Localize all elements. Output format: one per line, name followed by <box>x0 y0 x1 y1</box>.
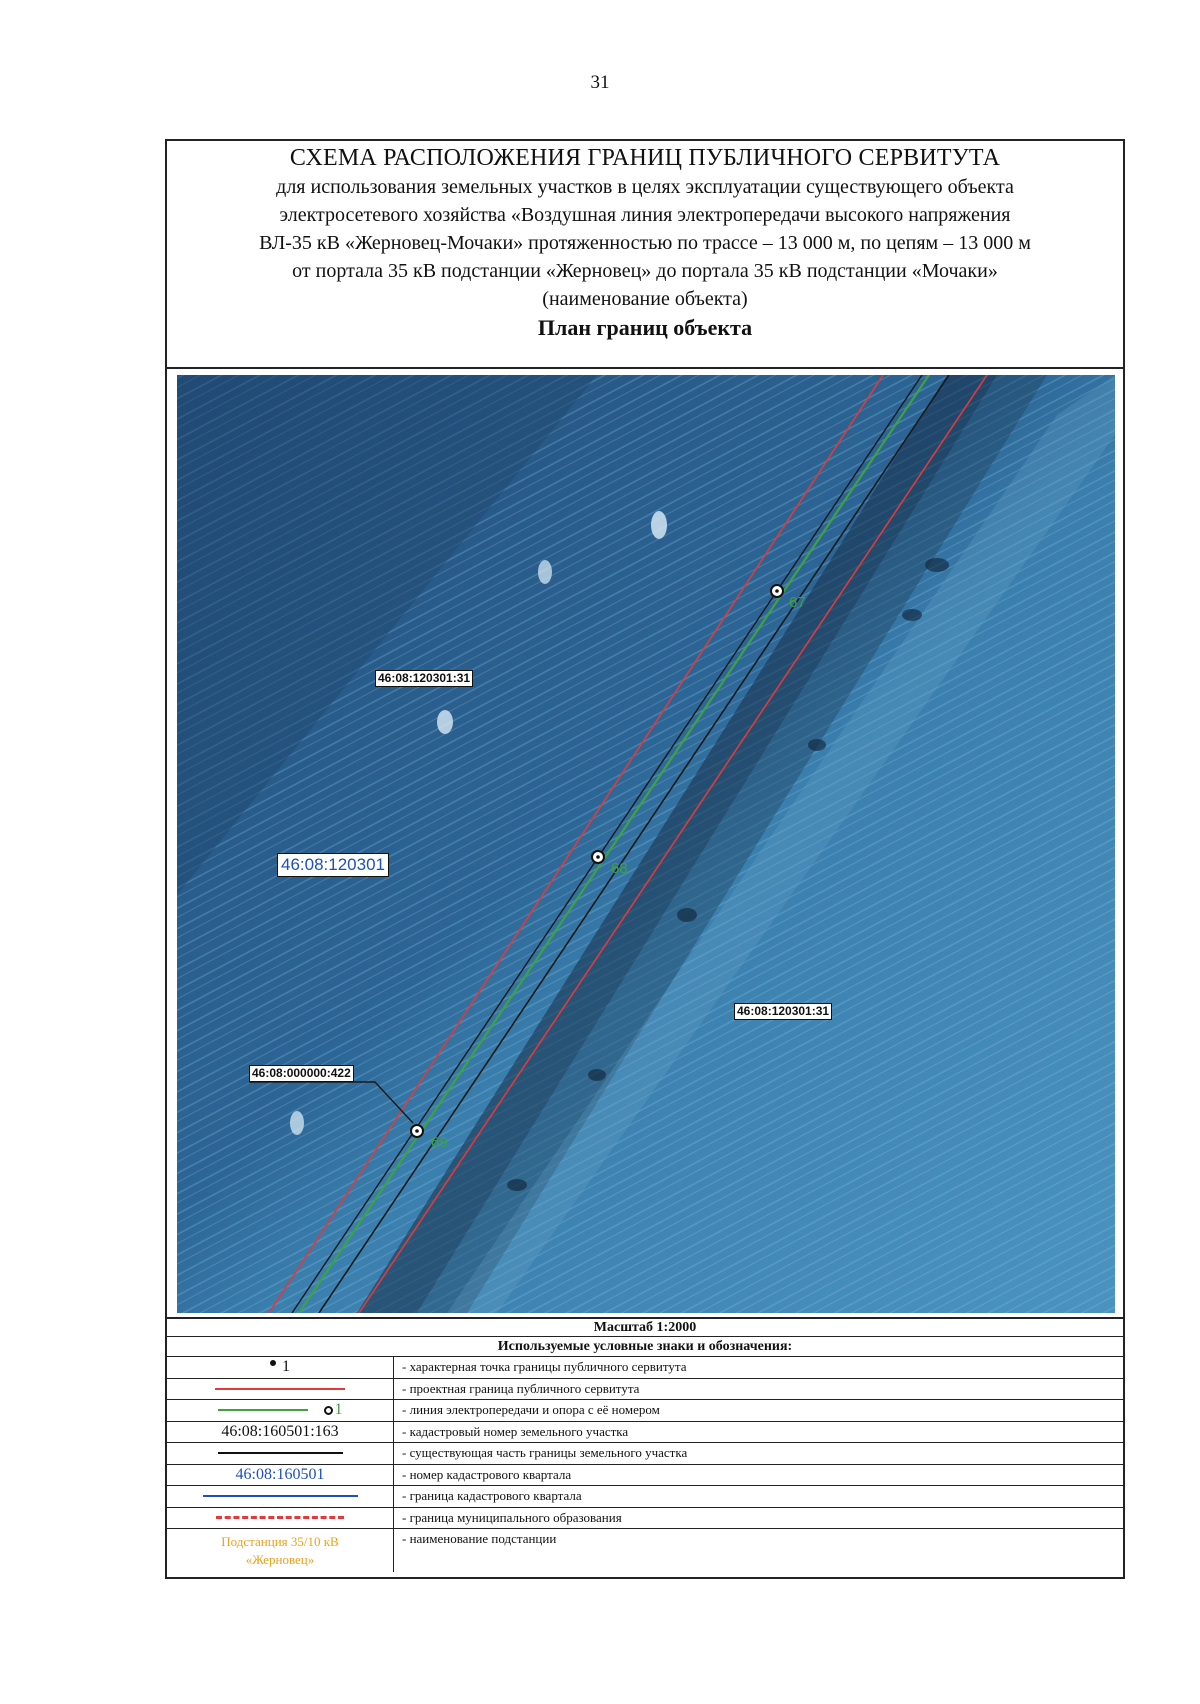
legend-title: Используемые условные знаки и обозначения: <box>167 1337 1123 1357</box>
legend-row <box>167 1486 1123 1508</box>
light-patch <box>437 710 453 734</box>
aerial-map[interactable] <box>177 375 1115 1313</box>
legend-symbol-text: 1 <box>282 1358 290 1376</box>
legend-symbol <box>167 1443 394 1464</box>
legend-description: - существующая часть границы земельного участка <box>402 1445 688 1460</box>
document-frame <box>165 139 1125 1579</box>
red-dashed-line-icon <box>216 1516 344 1519</box>
support-number: 69 <box>431 1134 448 1151</box>
legend-symbol-text: 46:08:160501 <box>235 1465 325 1483</box>
object-name-caption: (наименование объекта) <box>542 288 748 310</box>
title-line-4: от портала 35 кВ подстанции «Жерновец» до портала 35 кВ подстанции «Мочаки» <box>292 260 998 282</box>
plan-title: План границ объекта <box>537 315 753 340</box>
legend-row <box>167 1465 1123 1487</box>
legend-symbol <box>167 1508 394 1529</box>
legend-row <box>167 1422 1123 1444</box>
legend-symbol <box>167 1379 394 1400</box>
legend-description: - кадастровый номер земельного участка <box>402 1423 629 1439</box>
support-marker[interactable] <box>592 851 604 863</box>
black-line-icon <box>218 1452 343 1454</box>
title-block <box>167 141 1123 369</box>
legend-symbol <box>167 1357 394 1378</box>
blue-line-icon <box>203 1495 358 1497</box>
legend-description: - линия электропередачи и опора с её номером <box>402 1402 660 1417</box>
red-line-icon <box>215 1388 345 1390</box>
legend-symbol <box>167 1400 394 1421</box>
light-patch <box>538 560 552 584</box>
legend-description: - характерная точка границы публичного сервитута <box>402 1359 687 1374</box>
support-number: 67 <box>789 594 806 611</box>
point-icon <box>270 1360 276 1366</box>
legend-description: - проектная граница публичного сервитута <box>402 1380 640 1396</box>
scale-label: Масштаб 1:2000 <box>167 1317 1123 1337</box>
legend-row <box>167 1443 1123 1465</box>
legend-symbol-text: «Жерновец» <box>245 1551 315 1567</box>
title-line-1: для использования земельных участков в целях эксплуатации существующего объекта <box>276 176 1014 198</box>
legend-row <box>167 1529 1123 1572</box>
legend-row <box>167 1357 1123 1379</box>
legend-row <box>167 1400 1123 1422</box>
support-marker[interactable] <box>771 585 783 597</box>
parcel-label[interactable] <box>375 670 473 687</box>
legend-description: - наименование подстанции <box>402 1531 557 1546</box>
legend-row <box>167 1508 1123 1530</box>
support-icon <box>324 1406 333 1415</box>
document-title: СХЕМА РАСПОЛОЖЕНИЯ ГРАНИЦ ПУБЛИЧНОГО СЕРВИТУТА <box>289 145 1001 171</box>
parcel-label-text: 46:08:120301:31 <box>378 671 471 685</box>
title-line-2: электросетевого хозяйства «Воздушная линия электропередачи высокого напряжения <box>279 204 1011 226</box>
legend-symbol <box>167 1465 394 1486</box>
quarter-label-text: 46:08:120301 <box>281 855 385 874</box>
legend-description: - граница кадастрового квартала <box>402 1488 582 1503</box>
support-marker[interactable] <box>411 1125 423 1137</box>
parcel-label[interactable] <box>249 1065 354 1082</box>
legend-row <box>167 1379 1123 1401</box>
legend-description: - номер кадастрового квартала <box>402 1466 572 1482</box>
map-canvas <box>177 375 1115 1313</box>
parcel-label-text: 46:08:000000:422 <box>252 1066 351 1080</box>
page-number: 31 <box>590 72 610 93</box>
light-patch <box>651 511 667 539</box>
legend-symbol <box>167 1529 394 1572</box>
green-line-icon <box>218 1409 308 1411</box>
legend-description: - граница муниципального образования <box>402 1509 622 1525</box>
parcel-label[interactable] <box>734 1003 832 1020</box>
light-patch <box>290 1111 304 1135</box>
legend <box>167 1357 1123 1572</box>
legend-symbol <box>167 1422 394 1443</box>
support-number: 68 <box>611 860 628 877</box>
title-line-3: ВЛ-35 кВ «Жерновец-Мочаки» протяженностью по трассе – 13 000 м, по цепям – 13 000 м <box>259 232 1031 254</box>
legend-symbol-text: 46:08:160501:163 <box>221 1422 339 1440</box>
legend-symbol <box>167 1486 394 1507</box>
legend-symbol-text: Подстанция 35/10 кВ <box>221 1533 339 1549</box>
legend-symbol-text: 1 <box>334 1401 343 1419</box>
quarter-label[interactable] <box>277 853 389 877</box>
parcel-label-text: 46:08:120301:31 <box>737 1004 830 1018</box>
